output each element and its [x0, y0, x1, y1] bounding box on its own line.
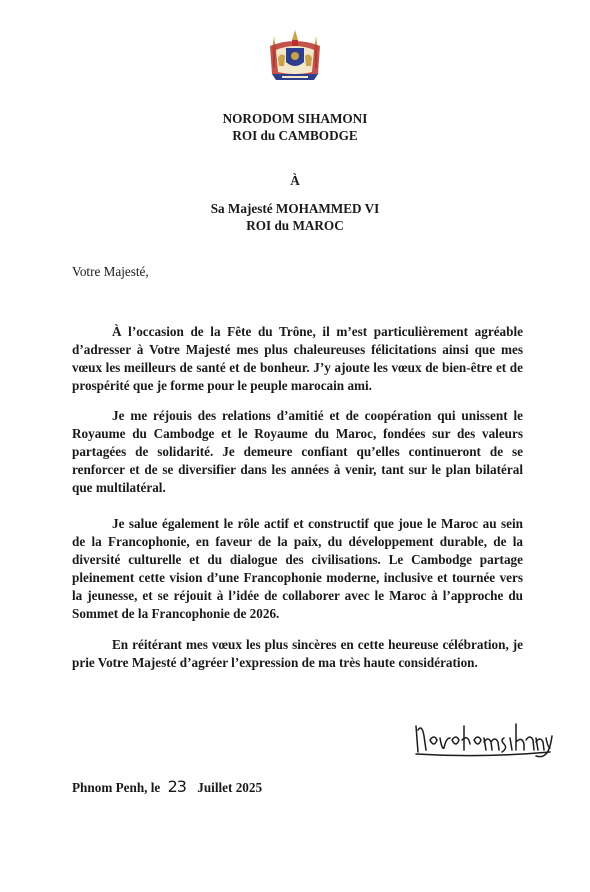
body-paragraph-4: En réitérant mes vœux les plus sincères en cette heureuse célébration, je prie Votre Majesté d’agréer l’expression de ma très haute considération. [72, 637, 523, 671]
handwritten-signature [412, 716, 556, 758]
sender-name: NORODOM SIHAMONI [222, 111, 368, 126]
recipient-name: Sa Majesté MOHAMMED VI [210, 201, 380, 216]
recipient-title: ROI du MAROC [246, 218, 344, 233]
closing-place: Phnom Penh, le [72, 780, 161, 795]
body-paragraph-1: À l’occasion de la Fête du Trône, il m’est particulièrement agréable d’adresser à Votre Majesté mes plus chaleureuses félicitations ainsi que mes vœux les meilleurs de santé et de bonheur. J’y ajoute les vœux de bien-être et de prospérité que je forme pour le peuple marocain ami. [72, 324, 523, 394]
closing-day-handwritten: 23 [167, 777, 186, 796]
body-paragraph-2: Je me réjouis des relations d’amitié et de coopération qui unissent le Royaume du Cambodge et le Royaume du Maroc, fondées sur des valeurs partagées de solidarité. Je demeure confiant qu’elles continueront de se renforcer et de se diversifier dans les années à venir, tant sur le plan bilatéral que multilatéral. [72, 408, 523, 496]
recipient-block [0, 200, 590, 234]
body-paragraph-3: Je salue également le rôle actif et constructif que joue le Maroc au sein de la Francophonie, en faveur de la paix, du développement durable, de la diversité culturelle et du dialogue des civilisations. Le Cambodge partage pleinement cette vision d’une Francophonie moderne, inclusive et tournée vers la jeunesse, et se réjouit à l’idée de collaborer avec le Maroc à l’approche du Sommet de la Francophonie de 2026. [72, 516, 523, 622]
sender-title: ROI du CAMBODGE [232, 128, 358, 143]
salutation: Votre Majesté, [72, 264, 149, 279]
sender-block [0, 110, 590, 144]
addressed-to-marker: À [290, 173, 300, 188]
royal-crest-icon [262, 28, 328, 84]
place-and-date [72, 778, 262, 797]
closing-month-year: Juillet 2025 [197, 780, 263, 795]
